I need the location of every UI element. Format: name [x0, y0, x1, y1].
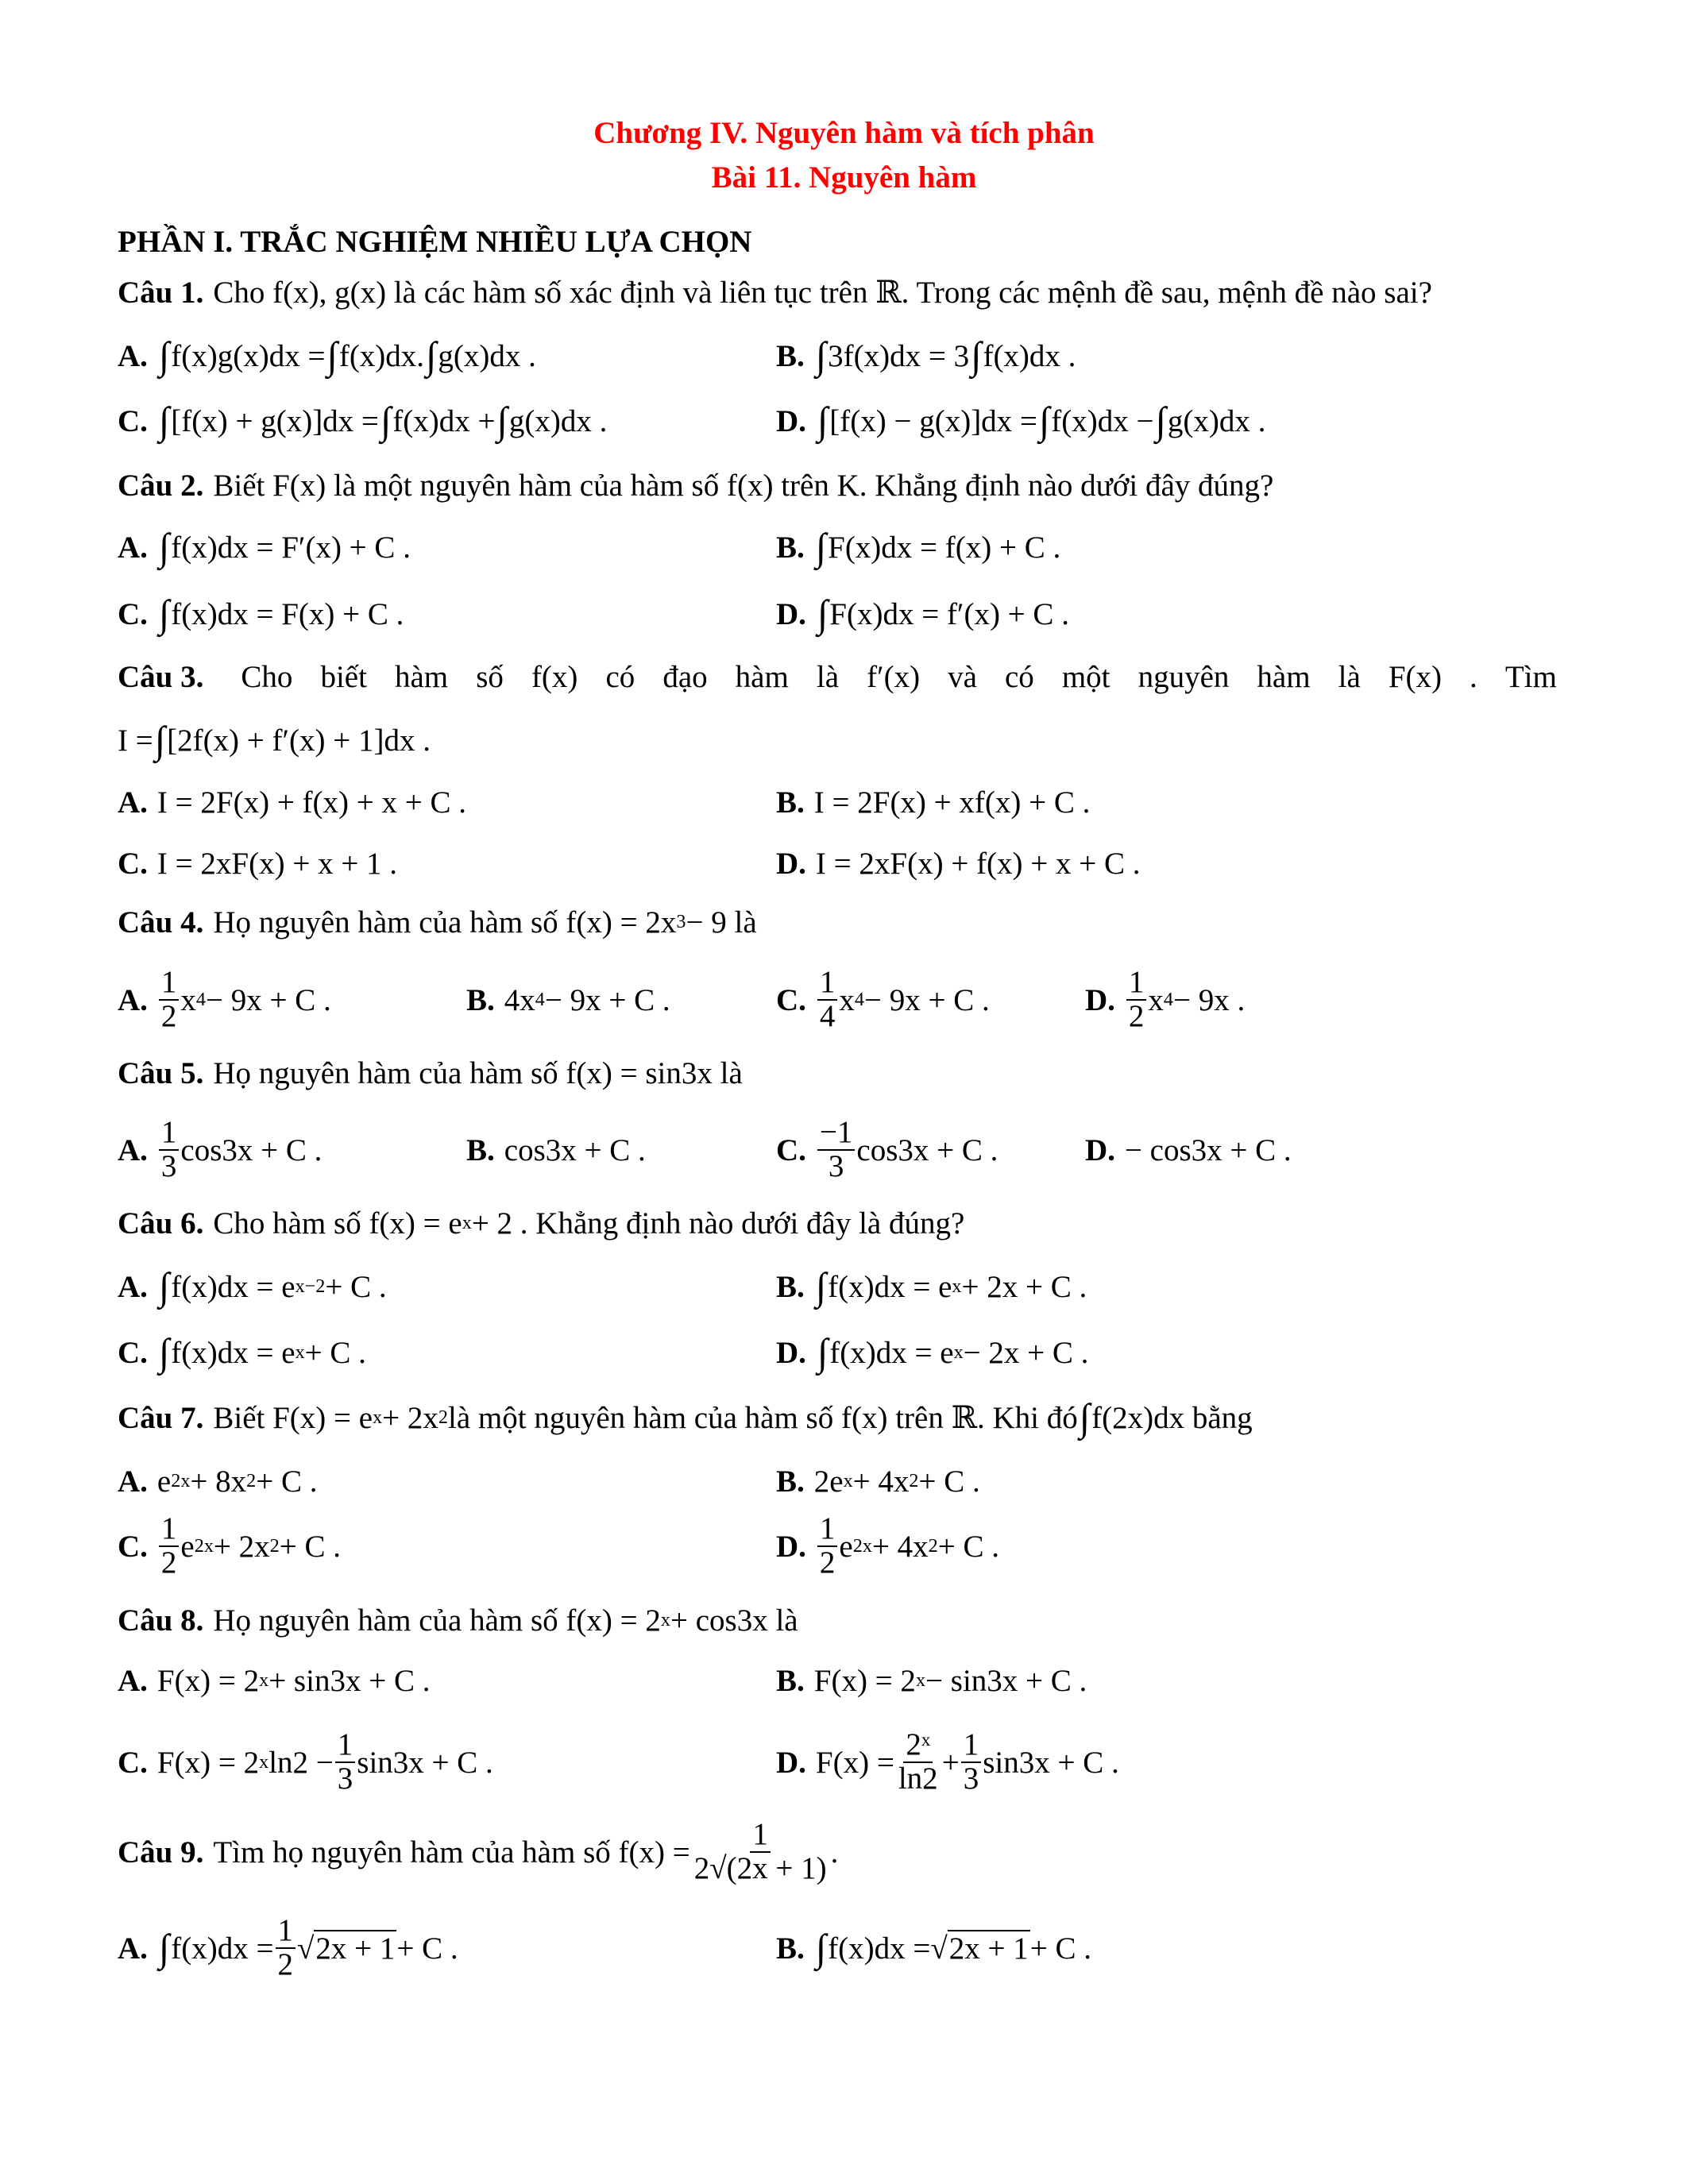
answer-option-b — [466, 1110, 646, 1190]
math-text: f(x)dx. — [338, 338, 425, 373]
question-stem: Câu 6. Cho hàm số f(x) = e x + 2 . Khẳng định nào dưới đây là đúng? — [118, 1206, 965, 1241]
option-label: C. — [118, 403, 148, 438]
option-label: A. — [118, 338, 148, 373]
denominator: 2 — [160, 999, 177, 1033]
math-text: 3f(x)dx = 3 — [828, 338, 970, 373]
math-text: Họ nguyên hàm của hàm số f(x) = 2 — [213, 1603, 661, 1638]
math-text: f(x)dx = e — [171, 1335, 295, 1370]
question-number: Câu 3. — [118, 659, 204, 694]
math-text: 2e — [813, 1464, 844, 1499]
fraction — [159, 967, 180, 1033]
math-text: + C . — [256, 1464, 318, 1499]
option-label: B. — [466, 982, 495, 1017]
math-text: biết — [320, 659, 367, 694]
integral-sign: ∫ — [817, 399, 829, 442]
math-text: + C . — [1029, 1931, 1092, 1966]
option-label: B. — [776, 785, 805, 820]
math-text: f(x)dx = e — [828, 1269, 952, 1304]
question-number: Câu 9. — [118, 1835, 204, 1870]
math-text: Tìm — [1505, 659, 1557, 694]
math-text: g(x)dx . — [438, 338, 536, 373]
option-label: A. — [118, 785, 148, 820]
math-text: có — [605, 659, 635, 694]
math-text: e — [839, 1529, 853, 1564]
math-text: 4x — [504, 982, 535, 1017]
math-text: I = 2F(x) + f(x) + x + C . — [156, 785, 467, 820]
answer-option-b: B. 2e x + 4x 2 + C . — [776, 1464, 980, 1499]
integral-sign: ∫ — [1155, 399, 1166, 442]
answer-option-a — [118, 1908, 458, 1988]
math-text: + C . — [918, 1464, 980, 1499]
option-label: D. — [776, 1335, 806, 1370]
integral-sign: ∫ — [426, 334, 437, 377]
fraction — [1126, 967, 1147, 1033]
math-text: F(x)dx = f′(x) + C . — [829, 596, 1069, 631]
math-text: F(x)dx = f(x) + C . — [828, 530, 1061, 565]
math-text: hàm — [735, 659, 789, 694]
math-text: − 2x + C . — [963, 1335, 1089, 1370]
square-root: √2x + 1 — [930, 1931, 1029, 1966]
option-label: A. — [118, 1464, 148, 1499]
math-text: + C . — [279, 1529, 342, 1564]
math-text: F(x) = 2 — [813, 1663, 916, 1698]
math-text: cos3x + C . — [856, 1133, 999, 1167]
option-label: D. — [776, 846, 806, 881]
integral-sign: ∫ — [158, 1265, 170, 1308]
option-label: D. — [776, 403, 806, 438]
math-text: F(x) = — [815, 1745, 894, 1780]
math-text: g(x)dx . — [508, 403, 608, 438]
math-text: + C . — [304, 1335, 366, 1370]
question-stem — [118, 1812, 1557, 1892]
integral-sign: ∫ — [158, 526, 170, 569]
radicand: 2x + 1 — [315, 1931, 396, 1966]
answer-option-c — [776, 1110, 998, 1190]
question-number: Câu 8. — [118, 1603, 204, 1638]
math-text: là — [816, 659, 840, 694]
math-text: f(x)dx . — [983, 338, 1076, 373]
math-text: I = 2xF(x) + x + 1 . — [156, 846, 398, 881]
integral-sign: ∫ — [817, 592, 829, 635]
math-text: − cos3x + C . — [1124, 1133, 1292, 1167]
answer-option-b — [776, 1908, 1091, 1988]
math-text: . — [830, 1835, 839, 1870]
answer-option-d: D. $\frac{1}{2}$ e 2x + 4x 2 + C . — [776, 1511, 1000, 1580]
denominator: 2√(2x + 1) — [693, 1851, 827, 1885]
numerator: 1 — [335, 1729, 356, 1763]
integral-sign: ∫ — [158, 1331, 170, 1374]
math-text: Biết F(x) là một nguyên hàm của hàm số f(x) trên K. Khẳng định nào dưới đây đúng? — [213, 468, 1274, 503]
answer-option-a — [118, 1110, 322, 1190]
denominator: 3 — [828, 1149, 844, 1183]
math-text: f(x)dx = F′(x) + C . — [171, 530, 411, 565]
fraction — [817, 1513, 838, 1580]
math-text: một — [1061, 659, 1111, 694]
math-text: [f(x) − g(x)]dx = — [829, 403, 1037, 438]
answer-option-a: A. $\frac{1}{2}$ x 4 − 9x + C . — [118, 965, 331, 1033]
math-text: f′(x) — [867, 659, 921, 694]
option-label: B. — [776, 1931, 805, 1966]
option-label: B. — [776, 338, 805, 373]
question-stem: Câu 4. Họ nguyên hàm của hàm số f(x) = 2x 3 − 9 là — [118, 905, 757, 940]
denominator: 2 — [160, 1545, 177, 1580]
fraction — [159, 1513, 180, 1580]
math-text: hàm — [395, 659, 449, 694]
math-text: x — [1148, 982, 1164, 1017]
math-text: hàm — [1257, 659, 1311, 694]
answer-option-d — [776, 1723, 1119, 1802]
math-text: F(x) — [1388, 659, 1442, 694]
option-label: A. — [118, 1931, 148, 1966]
math-text: f(x)dx = — [171, 1931, 274, 1966]
square-root: √2x + 1 — [297, 1931, 396, 1966]
math-text: e — [156, 1464, 172, 1499]
option-label: C. — [118, 1335, 148, 1370]
math-text: Cho — [241, 659, 293, 694]
math-text: x — [839, 982, 855, 1017]
math-text: Biết F(x) = e — [213, 1400, 373, 1435]
question-number: Câu 4. — [118, 905, 204, 940]
fraction — [961, 1729, 982, 1796]
math-text: ln2 − — [268, 1745, 334, 1780]
math-text: g(x)dx . — [1167, 403, 1266, 438]
option-label: A. — [118, 1269, 148, 1304]
numerator: 1 — [1126, 967, 1147, 1001]
math-text: I = — [118, 723, 153, 758]
math-text: + 2x + C . — [961, 1269, 1087, 1304]
radicand: 2x + 1 — [948, 1931, 1029, 1966]
math-text: f(x)dx = e — [829, 1335, 954, 1370]
math-text: cos3x + C . — [180, 1133, 323, 1167]
math-text: − 9x + C . — [206, 982, 331, 1017]
math-text: f(x)dx + — [392, 403, 496, 438]
denominator: 3 — [337, 1761, 353, 1796]
math-text: f(x)dx = F(x) + C . — [171, 596, 404, 631]
answer-option-a: A. e 2x + 8x 2 + C . — [118, 1464, 318, 1499]
math-text: I = 2F(x) + xf(x) + C . — [813, 785, 1091, 820]
numerator: 1 — [961, 1729, 982, 1763]
math-text: f(x)dx = — [828, 1931, 931, 1966]
answer-option-a: A. F(x) = 2 x + sin3x + C . — [118, 1663, 431, 1698]
numerator: −1 — [817, 1117, 856, 1151]
option-label: B. — [776, 1663, 805, 1698]
answer-option-d — [1085, 1110, 1292, 1190]
fraction — [817, 1117, 856, 1183]
math-text: x — [180, 982, 196, 1017]
denominator: 2 — [1128, 999, 1145, 1033]
question-number: Câu 7. — [118, 1400, 204, 1435]
denominator: 3 — [160, 1149, 177, 1183]
integral-sign: ∫ — [158, 1927, 170, 1970]
integral-sign: ∫ — [815, 526, 827, 569]
integral-sign: ∫ — [1079, 1396, 1091, 1439]
option-label: D. — [1085, 982, 1115, 1017]
math-text: − 9 là — [686, 905, 757, 940]
answer-option-c: C. $\frac{1}{4}$ x 4 − 9x + C . — [776, 965, 990, 1033]
answer-option-b: B. F(x) = 2 x − sin3x + C . — [776, 1663, 1087, 1698]
question-number: Câu 2. — [118, 468, 204, 503]
integral-sign: ∫ — [815, 334, 827, 377]
integral-sign: ∫ — [1038, 399, 1050, 442]
numerator: 1 — [159, 1513, 180, 1547]
math-text: Cho hàm số f(x) = e — [213, 1206, 462, 1241]
math-text: số — [476, 659, 504, 694]
numerator: 1 — [159, 967, 180, 1001]
math-text: là — [1338, 659, 1361, 694]
math-text: f(x)dx = e — [171, 1269, 295, 1304]
option-label: A. — [118, 1133, 148, 1167]
integral-sign: ∫ — [817, 1331, 829, 1374]
answer-option-c: C. F(x) = 2 x ln2 − $\frac{1}{3}$ sin3x + C . — [118, 1727, 493, 1796]
answer-option-a: A. ∫ f(x)dx = e x−2 + C . — [118, 1265, 387, 1308]
answer-option-b: B. ∫ f(x)dx = e x + 2x + C . — [776, 1265, 1087, 1308]
question-number: Câu 6. — [118, 1206, 204, 1241]
integral-sign: ∫ — [158, 399, 170, 442]
math-text: F(x) = 2 — [156, 1663, 260, 1698]
math-text: + 4x — [871, 1529, 929, 1564]
math-text: f(x) — [531, 659, 578, 694]
option-label: C. — [118, 1529, 148, 1564]
integral-sign: ∫ — [496, 399, 508, 442]
math-text: + 2 . Khẳng định nào dưới đây là đúng? — [471, 1206, 965, 1241]
denominator: 3 — [963, 1761, 979, 1796]
math-text: sin3x + C . — [983, 1745, 1119, 1780]
numerator: 1 — [817, 967, 838, 1001]
math-text: + C . — [325, 1269, 387, 1304]
math-text: . — [1470, 659, 1477, 694]
chapter-title: Chương IV. Nguyên hàm và tích phân — [593, 116, 1095, 150]
answer-option-d: D. ∫ f(x)dx = e x − 2x + C . — [776, 1331, 1089, 1374]
option-label: A. — [118, 1663, 148, 1698]
integral-sign: ∫ — [971, 334, 982, 377]
option-label: B. — [776, 1464, 805, 1499]
math-text: Tìm họ nguyên hàm của hàm số f(x) = — [213, 1835, 690, 1870]
option-label: A. — [118, 982, 148, 1017]
option-label: C. — [776, 1133, 806, 1167]
fraction — [335, 1729, 356, 1796]
answer-option-c: C. $\frac{1}{2}$ e 2x + 2x 2 + C . — [118, 1511, 342, 1580]
math-text: − 9x + C . — [864, 982, 990, 1017]
math-text: có — [1004, 659, 1034, 694]
denominator: 4 — [819, 999, 836, 1033]
math-text: I = 2xF(x) + f(x) + x + C . — [815, 846, 1141, 881]
option-label: C. — [118, 1745, 148, 1780]
math-text: Họ nguyên hàm của hàm số f(x) = 2x — [213, 905, 677, 940]
math-text: + 8x — [190, 1464, 247, 1499]
lesson-title: Bài 11. Nguyên hàm — [711, 160, 977, 195]
fraction — [276, 1915, 296, 1981]
integral-sign: ∫ — [158, 592, 170, 635]
math-text: + 2x — [382, 1400, 438, 1435]
option-label: D. — [776, 596, 806, 631]
fraction — [896, 1729, 941, 1796]
question-stem — [118, 1033, 1557, 1113]
numerator: 2ˣ — [903, 1729, 933, 1763]
math-text: và — [948, 659, 977, 694]
option-label: D. — [776, 1745, 806, 1780]
integral-sign: ∫ — [154, 719, 166, 762]
denominator: 2 — [819, 1545, 836, 1580]
math-text: [2f(x) + f′(x) + 1]dx . — [167, 723, 431, 758]
math-text: đạo — [662, 659, 708, 694]
math-text: − sin3x + C . — [925, 1663, 1087, 1698]
math-text: − 9x + C . — [544, 982, 670, 1017]
math-text: nguyên — [1138, 659, 1230, 694]
option-label: B. — [776, 530, 805, 565]
integral-sign: ∫ — [158, 334, 170, 377]
section-heading: PHẦN I. TRẮC NGHIỆM NHIỀU LỰA CHỌN — [118, 225, 752, 259]
answer-option-c: C. ∫ f(x)dx = e x + C . — [118, 1331, 366, 1374]
option-label: C. — [776, 982, 806, 1017]
question-number: Câu 1. — [118, 275, 204, 310]
math-text: e — [180, 1529, 195, 1564]
math-text: [f(x) + g(x)]dx = — [171, 403, 379, 438]
integral-sign: ∫ — [326, 334, 338, 377]
math-text: f(x)dx − — [1051, 403, 1154, 438]
math-text: + — [941, 1745, 960, 1780]
answer-option-b: B. 4x 4 − 9x + C . — [466, 982, 670, 1017]
question-number: Câu 5. — [118, 1055, 204, 1090]
answer-option-d: D. $\frac{1}{2}$ x 4 − 9x . — [1085, 965, 1246, 1033]
integral-sign: ∫ — [380, 399, 392, 442]
fraction — [159, 1117, 180, 1183]
math-text: F(x) = 2 — [156, 1745, 260, 1780]
math-text: Cho f(x), g(x) là các hàm số xác định và liên tục trên ℝ. Trong các mệnh đề sau, mệnh đề nào sai? — [213, 275, 1432, 310]
numerator: 1 — [159, 1117, 180, 1151]
option-label: B. — [776, 1269, 805, 1304]
math-text: cos3x + C . — [504, 1133, 646, 1167]
option-label: D. — [776, 1529, 806, 1564]
question-stem: Câu 8. Họ nguyên hàm của hàm số f(x) = 2 x + cos3x là — [118, 1603, 798, 1638]
math-text: f(x)g(x)dx = — [171, 338, 326, 373]
option-label: C. — [118, 846, 148, 881]
math-text: + 2x — [213, 1529, 270, 1564]
option-label: D. — [1085, 1133, 1115, 1167]
option-label: A. — [118, 530, 148, 565]
numerator: 1 — [750, 1819, 771, 1853]
math-text: + C . — [937, 1529, 1000, 1564]
option-label: B. — [466, 1133, 495, 1167]
option-label: C. — [118, 596, 148, 631]
math-text: + C . — [396, 1931, 458, 1966]
math-text: Họ nguyên hàm của hàm số f(x) = sin3x là — [213, 1055, 743, 1090]
math-text: sin3x + C . — [357, 1745, 493, 1780]
integral-sign: ∫ — [815, 1927, 827, 1970]
math-text: + cos3x là — [670, 1603, 798, 1638]
denominator: ln2 — [898, 1761, 938, 1796]
numerator: 1 — [817, 1513, 838, 1547]
math-text: − 9x . — [1173, 982, 1246, 1017]
fraction — [692, 1819, 829, 1885]
math-text: + 4x — [852, 1464, 910, 1499]
fraction — [817, 967, 838, 1033]
math-text: f(2x)dx bằng — [1091, 1400, 1253, 1435]
math-text: là một nguyên hàm của hàm số f(x) trên ℝ. Khi đó — [448, 1400, 1078, 1435]
math-text: + sin3x + C . — [268, 1663, 431, 1698]
integral-sign: ∫ — [815, 1265, 827, 1308]
numerator: 1 — [276, 1915, 296, 1949]
question-stem: Câu 7. Biết F(x) = e x + 2x 2 là một nguyên hàm của hàm số f(x) trên ℝ. Khi đó ∫ f(2x)dx bằng — [118, 1396, 1253, 1439]
denominator: 2 — [277, 1947, 293, 1981]
